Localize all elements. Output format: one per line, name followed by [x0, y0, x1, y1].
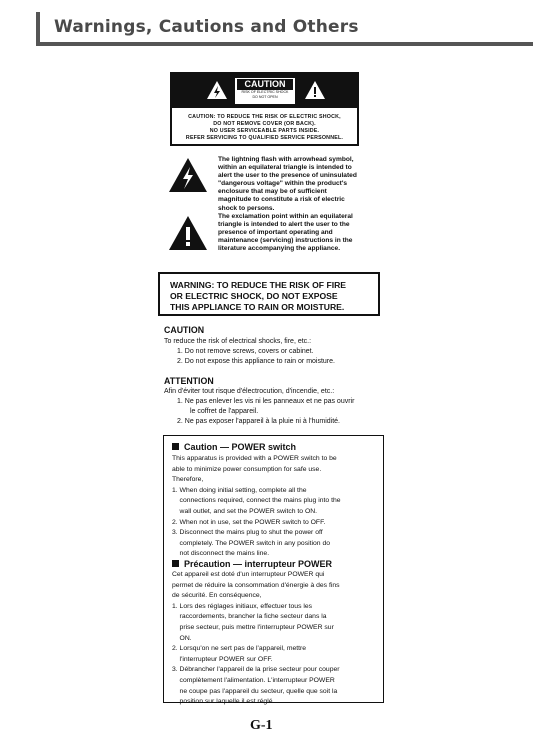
text-line: raccordements, brancher la fiche secteur dans la — [172, 613, 327, 621]
text-line: complètement l'alimentation. L'interrupteur POWER — [172, 676, 335, 684]
text-line: 3. Débrancher l'appareil de la prise secteur pour couper — [172, 666, 340, 674]
text-line: position sur laquelle il est réglé. — [172, 698, 275, 706]
text-line: presence of important operating and — [218, 229, 333, 237]
exclamation-description — [218, 213, 364, 253]
attention-item-cont: le coffret de l'appareil. — [190, 408, 259, 415]
text-line: completely. The POWER switch in any position do — [172, 539, 331, 547]
text-line: 3. Disconnect the mains plug to shut the power off — [172, 529, 323, 537]
caution-label-line: NO USER SERVICEABLE PARTS INSIDE. — [209, 128, 320, 134]
caution-item: 2. Do not expose this appliance to rain or moisture. — [177, 358, 335, 365]
page-title: Warnings, Cautions and Others — [54, 17, 359, 37]
lightning-triangle-icon — [168, 157, 208, 193]
caution-label-sub1: RISK OF ELECTRIC SHOCK — [241, 90, 289, 94]
text-line: de sécurité. En conséquence, — [172, 592, 262, 600]
text-line: shock to persons. — [218, 204, 275, 212]
text-line: ON. — [172, 634, 192, 642]
warning-box — [158, 272, 380, 316]
text-line: alert the user to the presence of uninsulated — [218, 172, 357, 180]
attention-intro: Afin d'éviter tout risque d'électrocution, d'incendie, etc.: — [164, 388, 335, 395]
power-heading-en — [172, 442, 296, 452]
text-line: able to minimize power consumption for safe use. — [172, 465, 322, 473]
text-line: Therefore, — [172, 476, 204, 484]
text-line: within an equilateral triangle is intended to — [218, 164, 352, 172]
caution-label-word: CAUTION — [237, 79, 293, 90]
text-line: magnitude to constitute a risk of electric — [218, 196, 345, 204]
exclamation-warning-icon — [304, 80, 326, 100]
power-text-fr — [172, 570, 340, 708]
attention-item: 2. Ne pas exposer l'appareil à la pluie ni à l'humidité. — [177, 418, 340, 425]
text-line: connections required, connect the mains plug into the — [172, 497, 341, 505]
power-text-en — [172, 454, 341, 560]
power-heading-fr — [172, 559, 332, 569]
text-line: 2. When not in use, set the POWER switch to OFF. — [172, 518, 326, 526]
power-switch-box — [163, 435, 384, 706]
section-header — [36, 12, 533, 46]
text-line: permet de réduire la consommation d'énergie à des fins — [172, 581, 340, 589]
power-heading-en-text: Caution — POWER switch — [184, 442, 297, 452]
square-bullet-icon — [172, 443, 179, 450]
text-line: not disconnect the mains line. — [172, 550, 270, 558]
caution-heading: CAUTION — [164, 325, 205, 335]
exclamation-triangle-icon — [168, 215, 208, 251]
square-bullet-icon — [172, 560, 179, 567]
caution-label — [170, 72, 359, 146]
text-line: wall outlet, and set the POWER switch to ON. — [172, 507, 318, 515]
lightning-description — [218, 156, 364, 213]
caution-intro: To reduce the risk of electrical shocks, fire, etc.: — [164, 338, 312, 345]
caution-label-line: DO NOT REMOVE COVER (OR BACK). — [213, 121, 316, 127]
text-line: literature accompanying the appliance. — [218, 245, 341, 253]
text-line: Cet appareil est doté d'un interrupteur POWER qui — [172, 571, 325, 578]
warning-line: THIS APPLIANCE TO RAIN OR MOISTURE. — [170, 302, 345, 312]
attention-item: 1. Ne pas enlever les vis ni les panneaux et ne pas ouvrir — [177, 398, 355, 405]
caution-label-center — [235, 78, 295, 104]
text-line: This apparatus is provided with a POWER switch to be — [172, 455, 337, 462]
text-line: prise secteur, puis mettre l'interrupteur POWER sur — [172, 623, 334, 631]
caution-label-line: REFER SERVICING TO QUALIFIED SERVICE PERSONNEL. — [185, 135, 344, 141]
caution-label-sub2: DO NOT OPEN — [252, 95, 278, 99]
text-line: maintenance (servicing) instructions in the — [218, 237, 353, 245]
caution-label-text — [172, 114, 357, 142]
attention-heading: ATTENTION — [164, 376, 214, 386]
caution-item: 1. Do not remove screws, covers or cabinet. — [177, 348, 314, 355]
caution-label-banner — [172, 74, 357, 108]
text-line: 1. Lors des réglages initiaux, effectuer tous les — [172, 602, 313, 610]
text-line: The lightning flash with arrowhead symbol, — [218, 156, 354, 163]
text-line: The exclamation point within an equilateral — [218, 213, 353, 220]
text-line: "dangerous voltage" within the product's — [218, 180, 348, 188]
text-line: 1. When doing initial setting, complete all the — [172, 486, 307, 494]
text-line: triangle is intended to alert the user to the — [218, 221, 350, 229]
lightning-warning-icon — [206, 80, 228, 100]
text-line: enclosure that may be of sufficient — [218, 188, 327, 196]
text-line: 2. Lorsqu'on ne sert pas de l'appareil, mettre — [172, 645, 307, 653]
caution-label-line: CAUTION: TO REDUCE THE RISK OF ELECTRIC SHOCK, — [188, 114, 341, 120]
text-line: l'interrupteur POWER sur OFF. — [172, 655, 273, 663]
warning-line: OR ELECTRIC SHOCK, DO NOT EXPOSE — [170, 291, 338, 301]
text-line: ne coupe pas l'appareil du secteur, quelle que soit la — [172, 687, 338, 695]
warning-line: WARNING: TO REDUCE THE RISK OF FIRE — [170, 280, 347, 290]
power-heading-fr-text: Précaution — interrupteur POWER — [184, 559, 333, 569]
page-number: G-1 — [250, 718, 273, 733]
